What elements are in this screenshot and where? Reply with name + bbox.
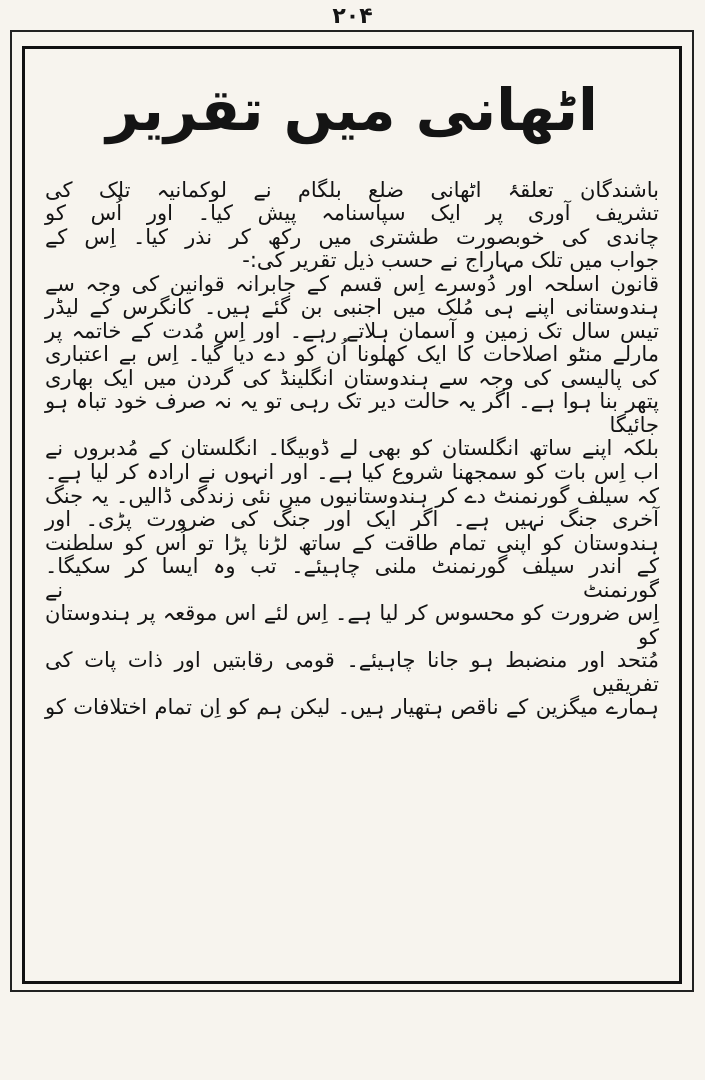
text-line: آخری جنگ نہیں ہے۔ اگر ایک اور جنگ کی ضرورت پڑی۔ اور <box>45 507 659 532</box>
text-line: ہندوستانی اپنے ہی مُلک میں اجنبی بن گئے ہیں۔ کانگرس کے لیڈر <box>45 295 659 320</box>
page-number: ۲۰۴ <box>332 4 373 29</box>
text-line: مارلے منٹو اصلاحات کا ایک کھلونا اُن کو دے دیا گیا۔ اِس بے اعتباری <box>45 342 659 367</box>
text-line: کہ سیلف گورنمنٹ دے کر ہندوستانیوں میں نئی زندگی ڈالیں۔ یہ جنگ <box>45 483 659 508</box>
text-line: جواب میں تلک مہاراج نے حسب ذیل تقریر کی:- <box>242 248 659 273</box>
text-line: قانون اسلحہ اور دُوسرے اِس قسم کے جابرانہ قوانین کی وجہ سے <box>45 271 659 296</box>
text-line: تیس سال تک زمین و آسمان ہلاتے رہے۔ اور اِس مُدت کے خاتمہ پر <box>45 318 659 343</box>
text-line: باشندگان تعلقۂ اٹھانی ضلع بلگام نے لوکمانیہ تلک کی <box>45 177 659 202</box>
text-line: چاندی کی خوبصورت طشتری میں رکھ کر نذر کیا۔ اِس کے <box>45 224 659 249</box>
text-line: اِس ضرورت کو محسوس کر لیا ہے۔ اِس لئے اس موقعہ پر ہندوستان کو <box>45 601 659 649</box>
text-line: ہندوستان کو اپنی تمام طاقت کے ساتھ لڑنا پڑا تو اُس کو سلطنت <box>45 530 659 555</box>
page-title: اٹھانی میں تقریر <box>106 76 598 144</box>
text-line: ہمارے میگزین کے ناقص ہتھیار ہیں۔ لیکن ہم کو اِن تمام اختلافات کو <box>45 695 659 720</box>
text-line: اب اِس بات کو سمجھنا شروع کیا ہے۔ اور انہوں نے ارادہ کر لیا ہے۔ <box>45 459 659 484</box>
text-line: کے اندر سیلف گورنمنٹ ملنی چاہیئے۔ تب وہ ایسا کر سکیگا۔ گورنمنٹ نے <box>45 554 659 602</box>
text-line: کی پالیسی کی وجہ سے ہندوستان انگلینڈ کی گردن میں ایک بھاری <box>45 365 659 390</box>
body-text <box>45 179 659 720</box>
text-line: مُتحد اور منضبط ہو جانا چاہیئے۔ قومی رقابتیں اور ذات پات کی تفریقیں <box>45 648 659 696</box>
text-line: بلکہ اپنے ساتھ انگلستان کو بھی لے ڈوبیگا۔ انگلستان کے مُدبروں نے <box>45 436 659 461</box>
text-line: پتھر بنا ہوا ہے۔ اگر یہ حالت دیر تک رہی تو یہ نہ صرف خود تباہ ہو جائیگا <box>45 389 659 437</box>
page-frame <box>22 46 682 984</box>
text-line: تشریف آوری پر ایک سپاسنامہ پیش کیا۔ اور اُس کو <box>45 201 659 226</box>
